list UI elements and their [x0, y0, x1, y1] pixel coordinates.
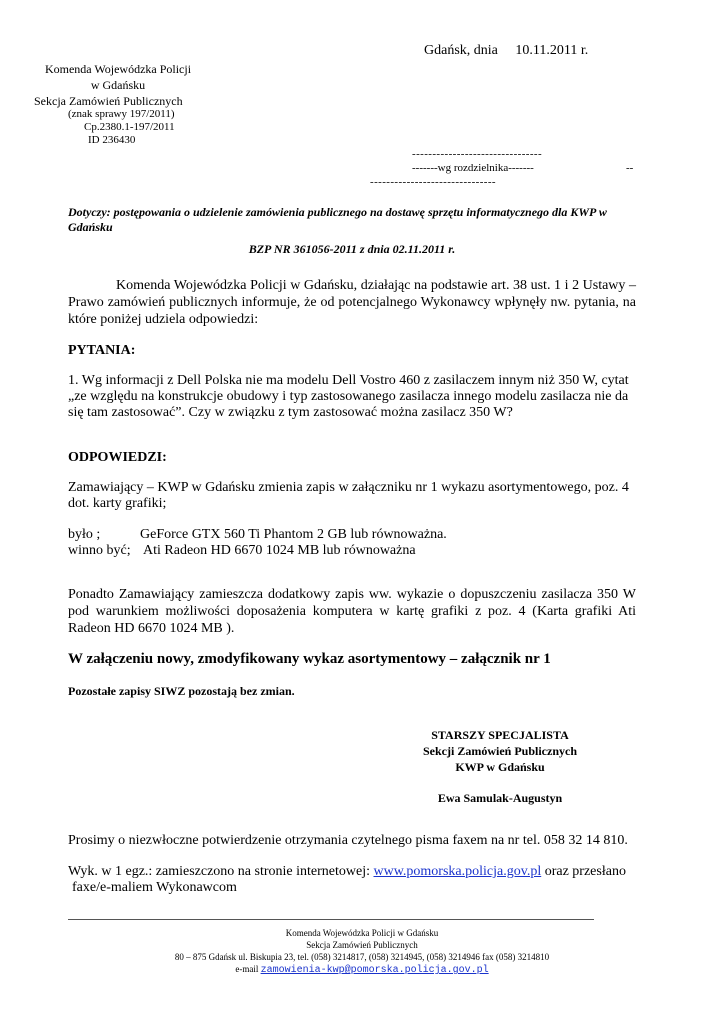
questions-heading: PYTANIA:: [68, 343, 136, 358]
place-date: Gdańsk, dnia 10.11.2011 r.: [424, 43, 589, 58]
signature-org: KWP w Gdańsku: [455, 760, 545, 774]
signature-unit: Sekcji Zamówień Publicznych: [422, 744, 577, 758]
footer-email-link[interactable]: zamowienia-kwp@pomorska.policja.gov.pl: [260, 965, 489, 976]
footer: [0, 927, 724, 977]
website-link[interactable]: www.pomorska.policja.gov.pl: [373, 864, 542, 879]
confirmation-request: Prosimy o niezwłoczne potwierdzenie otrzymania czytelnego pisma faxem na nr tel. 058 32 14 810.: [68, 833, 628, 848]
case-id: ID 236430: [88, 134, 136, 146]
intro-paragraph: Komenda Wojewódzka Policji w Gdańsku, działając na podstawie art. 38 ust. 1 i 2 Ustawy – Prawo zamówień publicznych informuje, że od potencjalnego Wykonawcy wpłynęły nw. pytania, na które poniżej udziela odpowiedzi:: [68, 278, 636, 327]
footer-email-prefix: e-mail: [235, 964, 261, 974]
case-reference: Cp.2380.1-197/2011: [84, 121, 175, 133]
question-1: 1. Wg informacji z Dell Polska nie ma modelu Dell Vostro 460 z zasilaczem innym niż 350 W, cytat „ze względu na konstrukcje obudowy i typ zastosowanego zasilacza innego modelu zasilacza nie da się tam zastosować”. Czy w związku z tym zastosować można zasilacz 350 W?: [68, 373, 629, 420]
recipient-dashes-top: --------------------------------: [412, 148, 543, 160]
was-value: GeForce GTX 560 Ti Phantom 2 GB lub równoważna.: [140, 527, 447, 542]
unchanged-note: Pozostałe zapisy SIWZ pozostają bez zmian.: [68, 684, 295, 698]
case-number: (znak sprawy 197/2011): [68, 108, 175, 120]
answer-1: Zamawiający – KWP w Gdańsku zmienia zapis w załączniku nr 1 wykazu asortymentowego, poz. 4 dot. karty grafiki;: [68, 480, 629, 511]
sender-block: [36, 61, 200, 93]
answers-heading: ODPOWIEDZI:: [68, 450, 167, 465]
footer-email-line: [0, 963, 724, 977]
distribution-line: [68, 863, 626, 880]
attachment-note: W załączeniu nowy, zmodyfikowany wykaz asortymentowy – załącznik nr 1: [68, 651, 551, 667]
recipient-tail: --: [626, 162, 634, 174]
signature-title: STARSZY SPECJALISTA: [431, 728, 569, 742]
footer-divider: [68, 919, 594, 920]
additional-paragraph: Ponadto Zamawiający zamieszcza dodatkowy zapis ww. wykazie o dopuszczeniu zasilacza 350 W pod warunkiem możliwości doposażenia komputera w kartę grafiki z poz. 4 (Karta grafiki Ati Radeon HD 6670 1024 MB ).: [68, 587, 636, 636]
was-label: było ;: [68, 527, 101, 542]
subject-text: Dotyczy: postępowania o udzielenie zamówienia publicznego na dostawę sprzętu informatycznego dla KWP w Gdańsku: [68, 205, 607, 234]
distribution-suffix: oraz przesłano: [541, 864, 626, 879]
should-label: winno być;: [68, 543, 131, 558]
recipient-line: -------wg rozdzielnika-------: [412, 162, 534, 174]
signature-block: [400, 727, 600, 775]
sender-line-3: Sekcja Zamówień Publicznych: [34, 94, 183, 108]
recipient-dashes-bottom: -------------------------------: [370, 176, 496, 188]
sender-line-2: w Gdańsku: [90, 78, 146, 92]
footer-line-2: Sekcja Zamówień Publicznych: [306, 940, 418, 950]
sender-line-1: Komenda Wojewódzka Policji: [44, 62, 192, 76]
signature-name: Ewa Samulak-Augustyn: [437, 791, 563, 805]
distribution-prefix: Wyk. w 1 egz.: zamieszczono na stronie internetowej:: [68, 864, 374, 879]
footer-line-1: Komenda Wojewódzka Policji w Gdańsku: [285, 928, 439, 938]
distribution-line-2: faxe/e-maliem Wykonawcom: [72, 880, 237, 895]
footer-line-3: 80 – 875 Gdańsk ul. Biskupia 23, tel. (058) 3214817, (058) 3214945, (058) 3214946 fax (058) 3214810: [174, 952, 550, 962]
should-value: Ati Radeon HD 6670 1024 MB lub równoważna: [143, 543, 416, 558]
bzp-number: BZP NR 361056-2011 z dnia 02.11.2011 r.: [248, 242, 456, 256]
